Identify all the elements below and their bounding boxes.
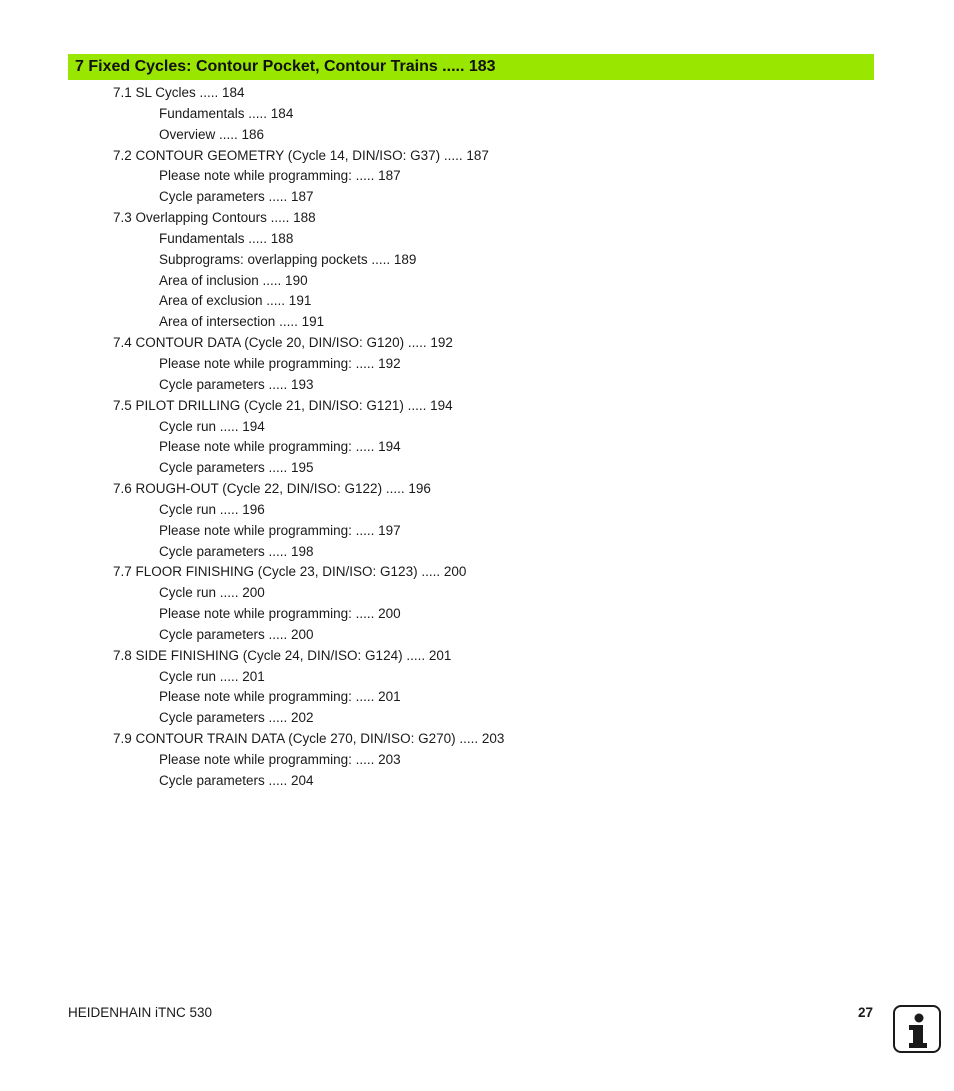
toc-subsection-entry: Please note while programming: ..... 201: [159, 689, 401, 705]
toc-subsection-entry: Cycle run ..... 194: [159, 418, 265, 434]
toc-subsection-entry: Cycle run ..... 201: [159, 668, 265, 684]
toc-subsection-entry: Please note while programming: ..... 197: [159, 522, 401, 538]
toc-subsection-entry: Cycle run ..... 196: [159, 501, 265, 517]
toc-subsection-entry: Cycle parameters ..... 198: [159, 543, 314, 559]
toc-subsection-entry: Please note while programming: ..... 187: [159, 168, 401, 184]
toc-subsection-entry: Fundamentals ..... 188: [159, 230, 294, 246]
toc-section-entry: 7.2 CONTOUR GEOMETRY (Cycle 14, DIN/ISO: G37) ..... 187: [113, 147, 489, 163]
toc-subsection-entry: Cycle parameters ..... 202: [159, 710, 314, 726]
page-number: 27: [857, 1005, 873, 1020]
toc-subsection-entry: Cycle parameters ..... 204: [159, 772, 314, 788]
toc-subsection-entry: Cycle run ..... 200: [159, 585, 265, 601]
toc-subsection-entry: Fundamentals ..... 184: [159, 105, 294, 121]
table-of-contents: [0, 83, 954, 792]
toc-subsection-entry: Please note while programming: ..... 203: [159, 752, 401, 767]
toc-section-entry: 7.8 SIDE FINISHING (Cycle 24, DIN/ISO: G124) ..... 201: [113, 647, 452, 663]
toc-subsection-entry: Cycle parameters ..... 195: [159, 460, 314, 476]
toc-subsection-entry: Cycle parameters ..... 200: [159, 626, 314, 642]
toc-section-entry: 7.1 SL Cycles ..... 184: [113, 85, 245, 100]
toc-section-entry: 7.5 PILOT DRILLING (Cycle 21, DIN/ISO: G121) ..... 194: [113, 397, 453, 413]
info-glyph: [895, 1007, 939, 1051]
toc-subsection-entry: Cycle parameters ..... 193: [159, 376, 314, 392]
toc-subsection-entry: Overview ..... 186: [159, 126, 265, 142]
toc-section-entry: 7.6 ROUGH-OUT (Cycle 22, DIN/ISO: G122) ..... 196: [113, 481, 431, 497]
info-icon: [893, 1005, 941, 1053]
toc-subsection-entry: Area of inclusion ..... 190: [159, 272, 308, 288]
toc-section-entry: 7.3 Overlapping Contours ..... 188: [113, 210, 316, 226]
footer-product-name: HEIDENHAIN iTNC 530: [68, 1005, 213, 1020]
toc-subsection-entry: Please note while programming: ..... 200: [159, 606, 401, 622]
toc-subsection-entry: Subprograms: overlapping pockets ..... 189: [159, 251, 417, 267]
chapter-title: 7 Fixed Cycles: Contour Pocket, Contour Trains ..... 183: [75, 58, 496, 75]
toc-subsection-entry: Area of exclusion ..... 191: [159, 293, 312, 309]
toc-section-entry: 7.7 FLOOR FINISHING (Cycle 23, DIN/ISO: G123) ..... 200: [113, 564, 467, 580]
toc-subsection-entry: Please note while programming: ..... 194: [159, 439, 401, 455]
toc-section-entry: 7.9 CONTOUR TRAIN DATA (Cycle 270, DIN/ISO: G270) ..... 203: [113, 731, 505, 747]
chapter-header: [68, 54, 874, 80]
toc-section-entry: 7.4 CONTOUR DATA (Cycle 20, DIN/ISO: G120) ..... 192: [113, 335, 453, 351]
toc-subsection-entry: Please note while programming: ..... 192: [159, 355, 401, 371]
toc-subsection-entry: Area of intersection ..... 191: [159, 314, 325, 330]
toc-subsection-entry: Cycle parameters ..... 187: [159, 189, 314, 205]
